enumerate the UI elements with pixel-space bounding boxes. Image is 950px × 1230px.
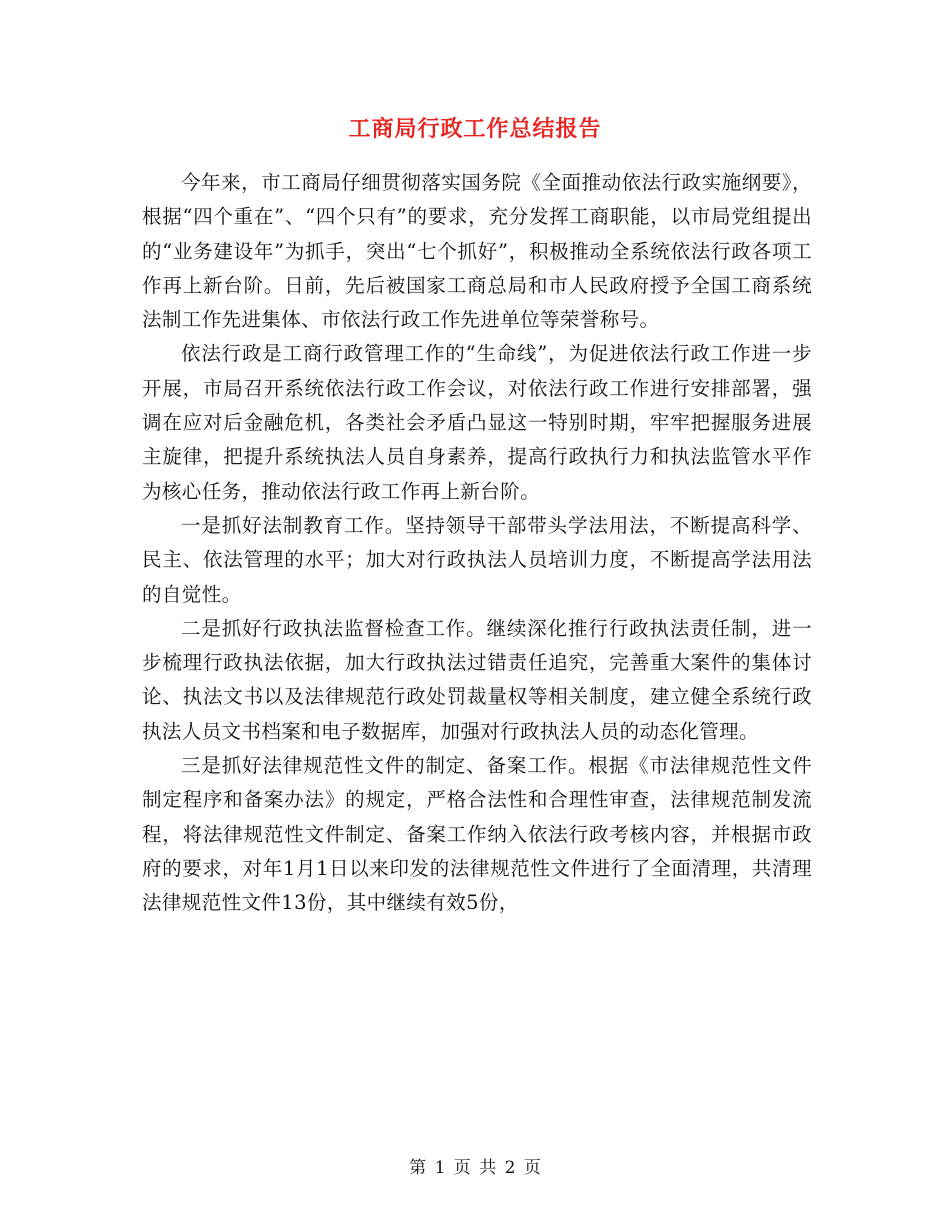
paragraph-item-1: 一是抓好法制教育工作。坚持领导干部带头学法用法，不断提高科学、民主、依法管理的水平；加大对行政执法人员培训力度，不断提高学法用法的自觉性。: [142, 513, 812, 606]
document-body: [142, 166, 812, 921]
page-footer: 第 1 页 共 2 页: [409, 1158, 541, 1178]
document-title: 工商局行政工作总结报告: [348, 116, 602, 142]
paragraph-lifeline: 依法行政是工商行政管理工作的“生命线”，为促进依法行政工作进一步开展，市局召开系统依法行政工作会议，对依法行政工作进行安排部署，强调在应对后金融危机，各类社会矛盾凸显这一特别时期，牢牢把握服务进展主旋律，把提升系统执法人员自身素养，提高行政执行力和执法监管水平作为核心任务，推动依法行政工作再上新台阶。: [142, 342, 812, 503]
paragraph-item-2: 二是抓好行政执法监督检查工作。继续深化推行行政执法责任制，进一步梳理行政执法依据，加大行政执法过错责任追究，完善重大案件的集体讨论、执法文书以及法律规范行政处罚裁量权等相关制度，建立健全系统行政执法人员文书档案和电子数据库，加强对行政执法人员的动态化管理。: [142, 616, 812, 743]
paragraph-item-3: 三是抓好法律规范性文件的制定、备案工作。根据《市法律规范性文件制定程序和备案办法》的规定，严格合法性和合理性审查，法律规范制发流程，将法律规范性文件制定、备案工作纳入依法行政考核内容，并根据市政府的要求，对年1月1日以来印发的法律规范性文件进行了全面清理，共清理法律规范性文件13份，其中继续有效5份，: [142, 754, 812, 915]
paragraph-intro: 今年来，市工商局仔细贯彻落实国务院《全面推动依法行政实施纲要》，根据“四个重在”、“四个只有”的要求，充分发挥工商职能，以市局党组提出的“业务建设年”为抓手，突出“七个抓好”，积极推动全系统依法行政各项工作再上新台阶。日前，先后被国家工商总局和市人民政府授予全国工商系统法制工作先进集体、市依法行政工作先进单位等荣誉称号。: [142, 171, 812, 332]
